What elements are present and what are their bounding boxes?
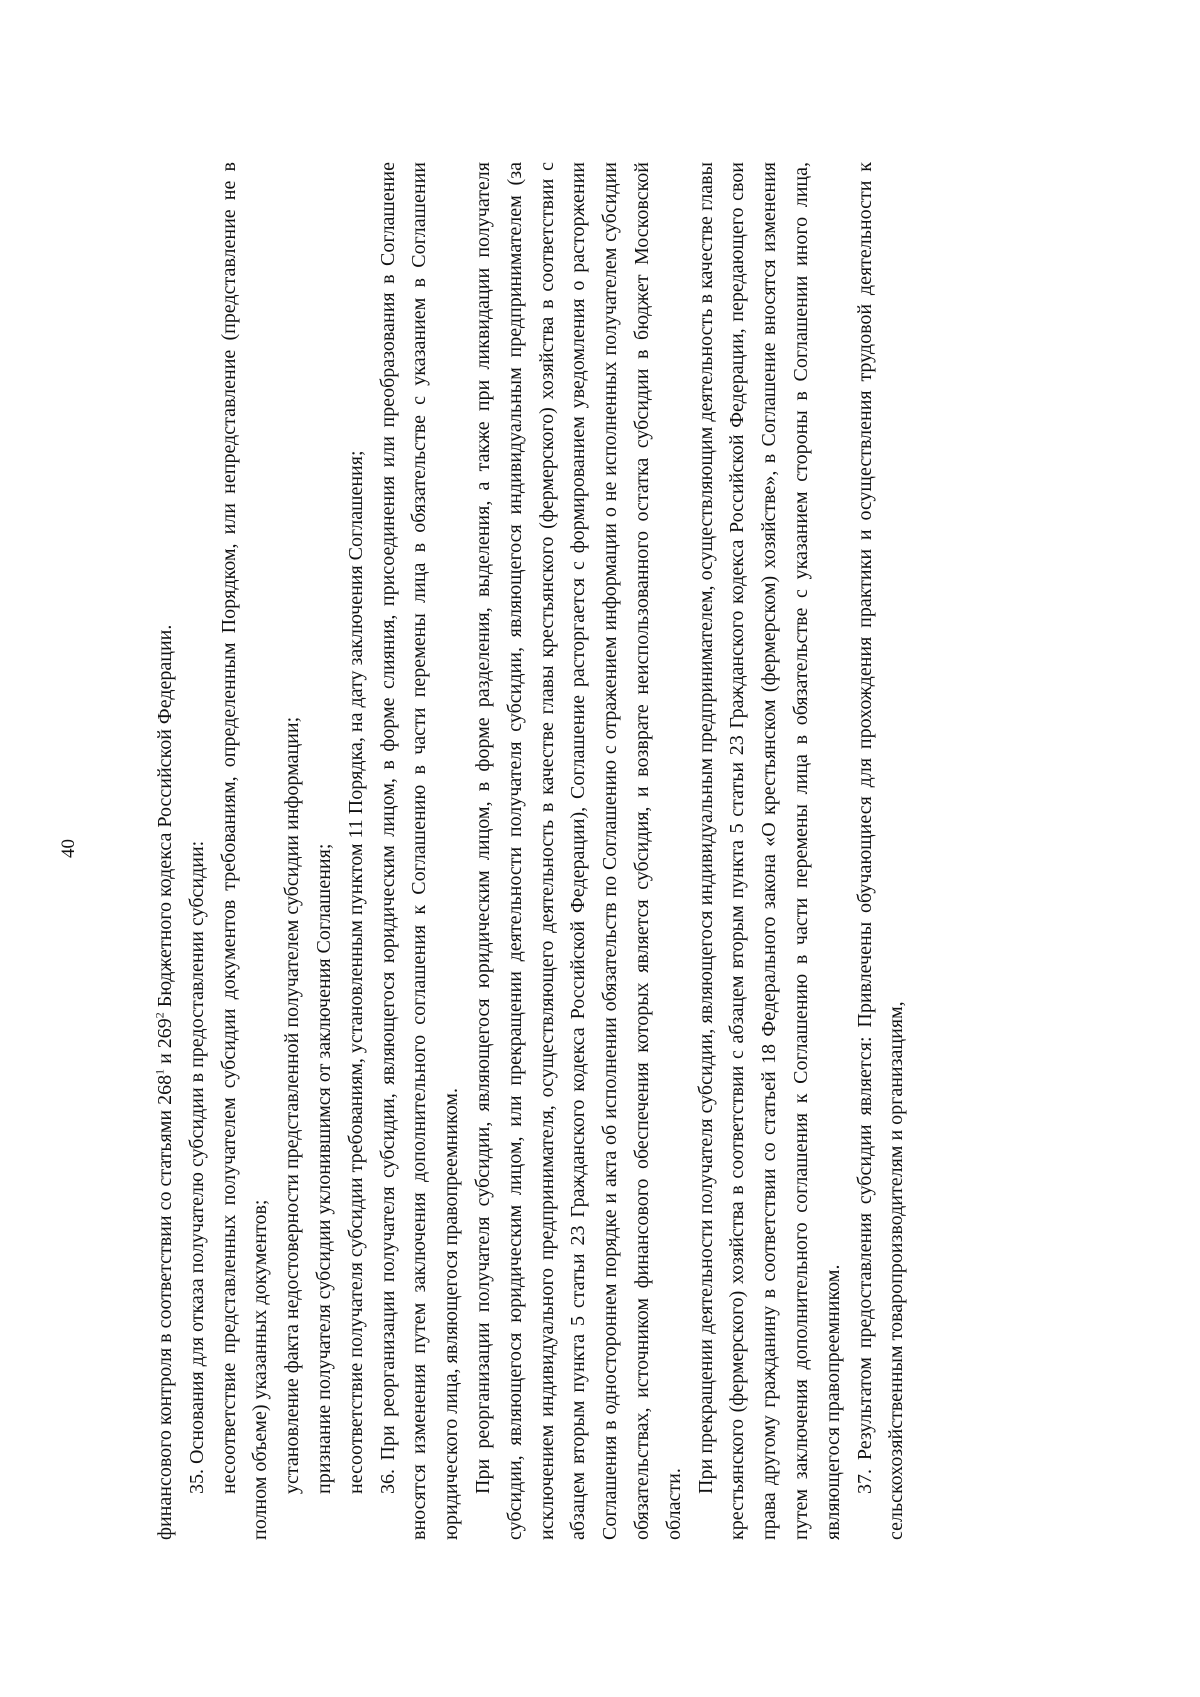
superscript: 2 (152, 1012, 167, 1019)
paragraph-continuation (150, 162, 182, 1540)
paragraph-35-item-4: несоответствие получателя субсидии требованиям, установленным пунктом 11 Порядка, на дату заключения Соглашения; (344, 450, 367, 1494)
text-fragment: Бюджетного кодекса Российской Федерации. (154, 624, 176, 1013)
paragraph-35-item-3: признание получателя субсидии уклонившимся от заключения Соглашения; (312, 843, 335, 1494)
paragraph-35-heading: 35. Основания для отказа получателю субсидии в предоставлении субсидии: (185, 840, 208, 1494)
paragraph-36: 36. При реорганизации получателя субсидии, являющегося юридическим лицом, в форме слияния, присоединения или преобразования в Соглашение вносятся изменения путем заключения дополнительного соглашения к Соглашению в части перемены лица в обязательстве с указанием в Соглашении юридического лица, являющегося правопреемником. (376, 162, 463, 1540)
paragraph-35-item-2: установление факта недостоверности представленной получателем субсидии информации; (281, 716, 304, 1494)
text-fragment: и 269 (154, 1018, 176, 1069)
text-fragment: финансового контроля в соответствии со статьями 268 (154, 1074, 176, 1540)
paragraph-35-item-1: несоответствие представленных получателем субсидии документов требованиям, определенным Порядком, или непредставление (представление не в полном объеме) указанных документов; (217, 162, 272, 1540)
paragraph-36-part-3: При прекращении деятельности получателя субсидии, являющегося индивидуальным предпринимателем, осуществляющим деятельность в качестве главы крестьянского (фермерского) хозяйства в соответствии с абзацем вторым пункта 5 статьи 23 Гражданского кодекса Российской Федерации, передающего свои права другому гражданину в соответствии со статьей 18 Федерального закона «О крестьянском (фермерском) хозяйстве», в Соглашение вносятся изменения путем заключения дополнительного соглашения к Соглашению в части перемены лица в обязательстве с указанием стороны в Соглашении иного лица, являющегося правопреемником. (694, 162, 844, 1540)
paragraph-36-part-2: При реорганизации получателя субсидии, являющегося юридическим лицом, в форме разделения, выделения, а также при ликвидации получателя субсидии, являющегося юридическим лицом, или прекращении деятельности получателя субсидии, являющегося индивидуальным предпринимателем (за исключением индивидуального предпринимателя, осуществляющего деятельность в качестве главы крестьянского (фермерского) хозяйства в соответствии с абзацем вторым пункта 5 статьи 23 Гражданского кодекса Российской Федерации), Соглашение расторгается с формированием уведомления о расторжении Соглашения в одностороннем порядке и акта об исполнении обязательств по Соглашению с отражением информации о не исполненных получателем субсидии обязательствах, источником финансового обеспечения которых является субсидия, и возврате неиспользованного остатка субсидии в бюджет Московской области. (471, 162, 685, 1540)
superscript: 1 (152, 1068, 167, 1075)
page-number: 40 (58, 839, 79, 858)
paragraph-37: 37. Результатом предоставления субсидии является: Привлечены обучающиеся для прохождения практики и осуществления трудовой деятельности к сельскохозяйственным товаропроизводителям и организациям, (853, 162, 908, 1540)
document-body (150, 162, 913, 1540)
